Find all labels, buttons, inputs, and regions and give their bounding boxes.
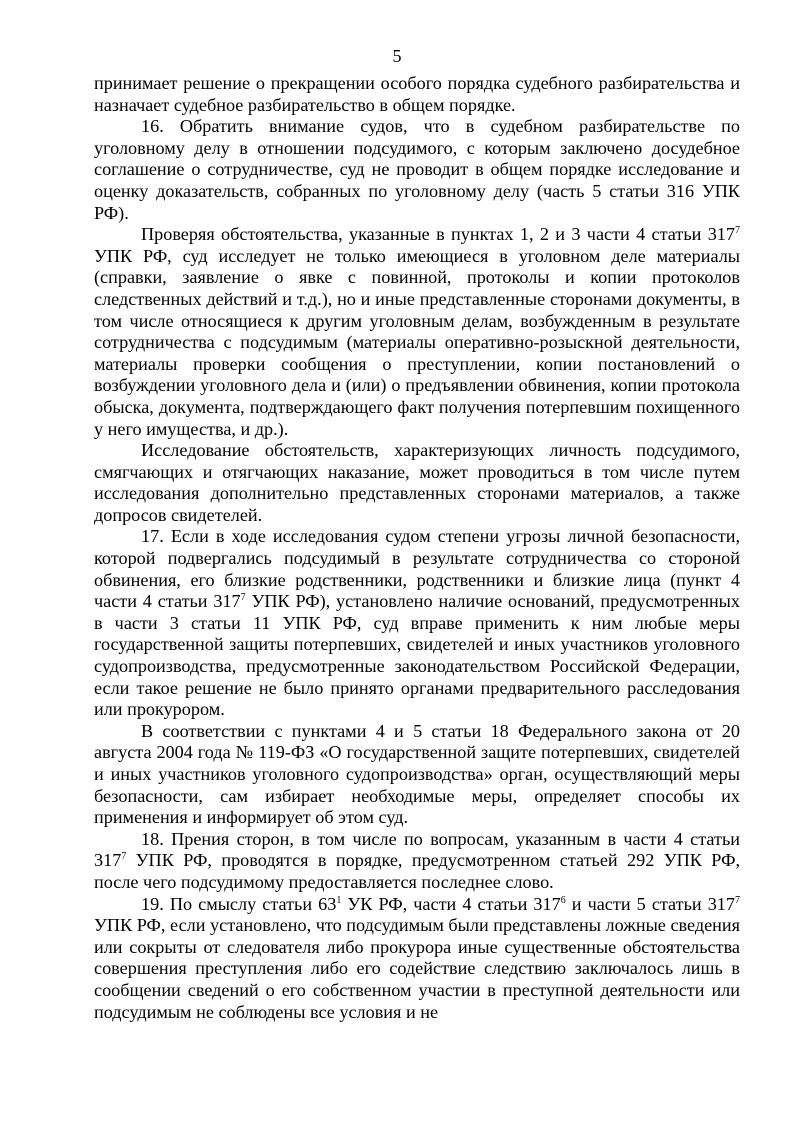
paragraph-federal-law (94, 721, 740, 829)
paragraph-18 (94, 829, 740, 894)
text-run: УПК РФ, проводятся в порядке, предусмотренном статьей 292 УПК РФ, после чего подсудимому предоставляется последнее слово. (94, 850, 740, 892)
text-run: 16. Обратить внимание судов, что в судебном разбирательстве по уголовному делу в отношении подсудимого, с которым заключено досудебное соглашение о сотрудничестве, суд не проводит в общем порядке исследование и оценку доказательств, собранных по уголовному делу (часть 5 статьи 316 УПК РФ). (94, 116, 740, 223)
text-run: и части 5 статьи 317 (565, 893, 735, 914)
text-run: В соответствии с пунктами 4 и 5 статьи 18 Федерального закона от 20 августа 2004 года № 119-ФЗ «О государственной защите потерпевших, свидетелей и иных участников уголовного судопроизводства» орган, осуществляющий меры безопасности, сам избирает необходимые меры, определяет способы их применения и информирует об этом суд. (94, 720, 740, 828)
superscript: 7 (240, 592, 246, 604)
paragraph-verification (94, 224, 740, 440)
text-run: 17. Если в ходе исследования судом степени угрозы личной безопасности, которой подвергались подсудимый в результате сотрудничества со стороной обвинения, его близкие родственники, родственники и близкие лица (пункт 4 части 4 статьи 317 (94, 526, 740, 612)
text-run: Исследование обстоятельств, характеризующих личность подсудимого, смягчающих и отягчающих наказание, может проводиться в том числе путем исследования дополнительно представленных сторонами материалов, а также допросов свидетелей. (94, 440, 740, 525)
superscript: 7 (735, 225, 740, 237)
paragraph-19 (94, 894, 740, 1024)
superscript: 6 (560, 894, 566, 906)
superscript: 7 (121, 851, 127, 863)
paragraph-17 (94, 526, 740, 720)
text-run: принимает решение о прекращении особого порядка судебного разбирательства и назначает судебное разбирательство в общем порядке. (94, 73, 740, 115)
superscript: 1 (336, 894, 342, 906)
page-number: 5 (392, 46, 402, 66)
superscript: 7 (735, 894, 740, 906)
text-run: УПК РФ, если установлено, что подсудимым были представлены ложные сведения или сокрыты от следователя либо прокурора иные существенные обстоятельства совершения преступления либо его содействие следствию заключалось лишь в сообщении сведений о его собственном участии в преступной деятельности или подсудимым не соблюдены все условия и не (94, 915, 740, 1022)
text-run: УК РФ, части 4 статьи 317 (341, 893, 561, 914)
text-run: 19. По смыслу статьи 63 (141, 893, 337, 914)
paragraph-16 (94, 116, 740, 224)
paragraph-personality (94, 440, 740, 526)
text-run: 18. Прения сторон, в том числе по вопросам, указанным в части 4 статьи 317 (94, 828, 740, 871)
text-run: Проверяя обстоятельства, указанные в пунктах 1, 2 и 3 части 4 статьи 317 (141, 224, 735, 245)
document-body (94, 73, 740, 1023)
text-run: УПК РФ), установлено наличие оснований, предусмотренных в части 3 статьи 11 УПК РФ, суд вправе применить к ним любые меры государственной защиты потерпевших, свидетелей и иных участников уголовного судопроизводства, предусмотренные законодательством Российской Федерации, если такое решение не было принято органами предварительного расследования или прокурором. (94, 591, 740, 720)
paragraph-continuation (94, 73, 740, 116)
text-run: УПК РФ, суд исследует не только имеющиеся в уголовном деле материалы (справки, заявление о явке с повинной, протоколы и копии протоколов следственных действий и т.д.), но и иные представленные сторонами документы, в том числе относящиеся к другим уголовным делам, возбужденным в результате сотрудничества с подсудимым (материалы оперативно-розыскной деятельности, материалы проверки сообщения о преступлении, копии постановлений о возбуждении уголовного дела и (или) о предъявлении обвинения, копии протокола обыска, документа, подтверждающего факт получения потерпевшим похищенного у него имущества, и др.). (94, 245, 740, 439)
